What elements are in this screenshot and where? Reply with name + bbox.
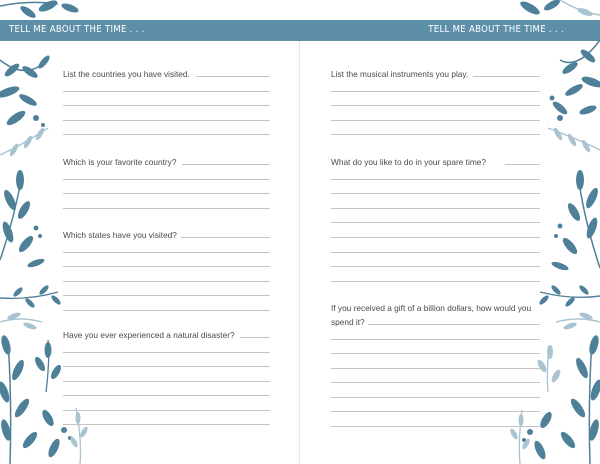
writing-line[interactable] [331,368,540,369]
writing-line[interactable] [331,134,540,135]
writing-line[interactable] [63,134,270,135]
writing-line[interactable] [63,91,270,92]
left-prompt-3: Which states have you visited? [63,230,177,240]
writing-line[interactable] [473,76,540,77]
writing-line[interactable] [181,237,270,238]
left-prompt-2: Which is your favorite country? [63,157,177,167]
writing-line[interactable] [63,179,270,180]
writing-line[interactable] [331,411,540,412]
writing-line[interactable] [63,120,270,121]
writing-line[interactable] [331,222,540,223]
writing-line[interactable] [331,237,540,238]
writing-line[interactable] [505,164,540,165]
writing-line[interactable] [331,266,540,267]
writing-line[interactable] [63,281,270,282]
writing-line[interactable] [331,252,540,253]
writing-line[interactable] [63,193,270,194]
writing-line[interactable] [63,208,270,209]
writing-line[interactable] [331,339,540,340]
writing-line[interactable] [331,353,540,354]
right-prompt-1: List the musical instruments you play. [331,69,469,79]
writing-line[interactable] [63,381,270,382]
writing-line[interactable] [240,337,270,338]
writing-line[interactable] [63,266,270,267]
writing-line[interactable] [331,208,540,209]
left-margin-leaves-icon [0,54,89,464]
writing-line[interactable] [63,424,270,425]
right-prompt-3: If you received a gift of a billion dollars, how would you spend it? [331,303,532,327]
writing-line[interactable] [331,105,540,106]
writing-line[interactable] [63,352,270,353]
writing-line[interactable] [331,382,540,383]
writing-line[interactable] [63,105,270,106]
writing-line[interactable] [196,76,270,77]
top-right-leaves-icon [518,0,600,18]
writing-line[interactable] [331,193,540,194]
writing-line[interactable] [63,366,270,367]
writing-line[interactable] [331,91,540,92]
left-prompt-1: List the countries you have visited. [63,69,190,79]
writing-line[interactable] [331,179,540,180]
writing-line[interactable] [63,395,270,396]
writing-line[interactable] [331,426,540,427]
writing-line[interactable] [331,281,540,282]
writing-line[interactable] [368,324,540,325]
writing-line[interactable] [63,310,270,311]
writing-line[interactable] [63,252,270,253]
writing-line[interactable] [63,295,270,296]
right-page-header: TELL ME ABOUT THE TIME . . . [428,24,564,35]
writing-line[interactable] [182,164,270,165]
top-left-leaves-icon [0,0,80,20]
writing-line[interactable] [63,410,270,411]
left-prompt-4: Have you ever experienced a natural disaster? [63,330,235,340]
writing-line[interactable] [331,120,540,121]
right-prompt-2: What do you like to do in your spare time? [331,157,486,167]
writing-line[interactable] [331,397,540,398]
left-page-header: TELL ME ABOUT THE TIME . . . [9,24,145,35]
